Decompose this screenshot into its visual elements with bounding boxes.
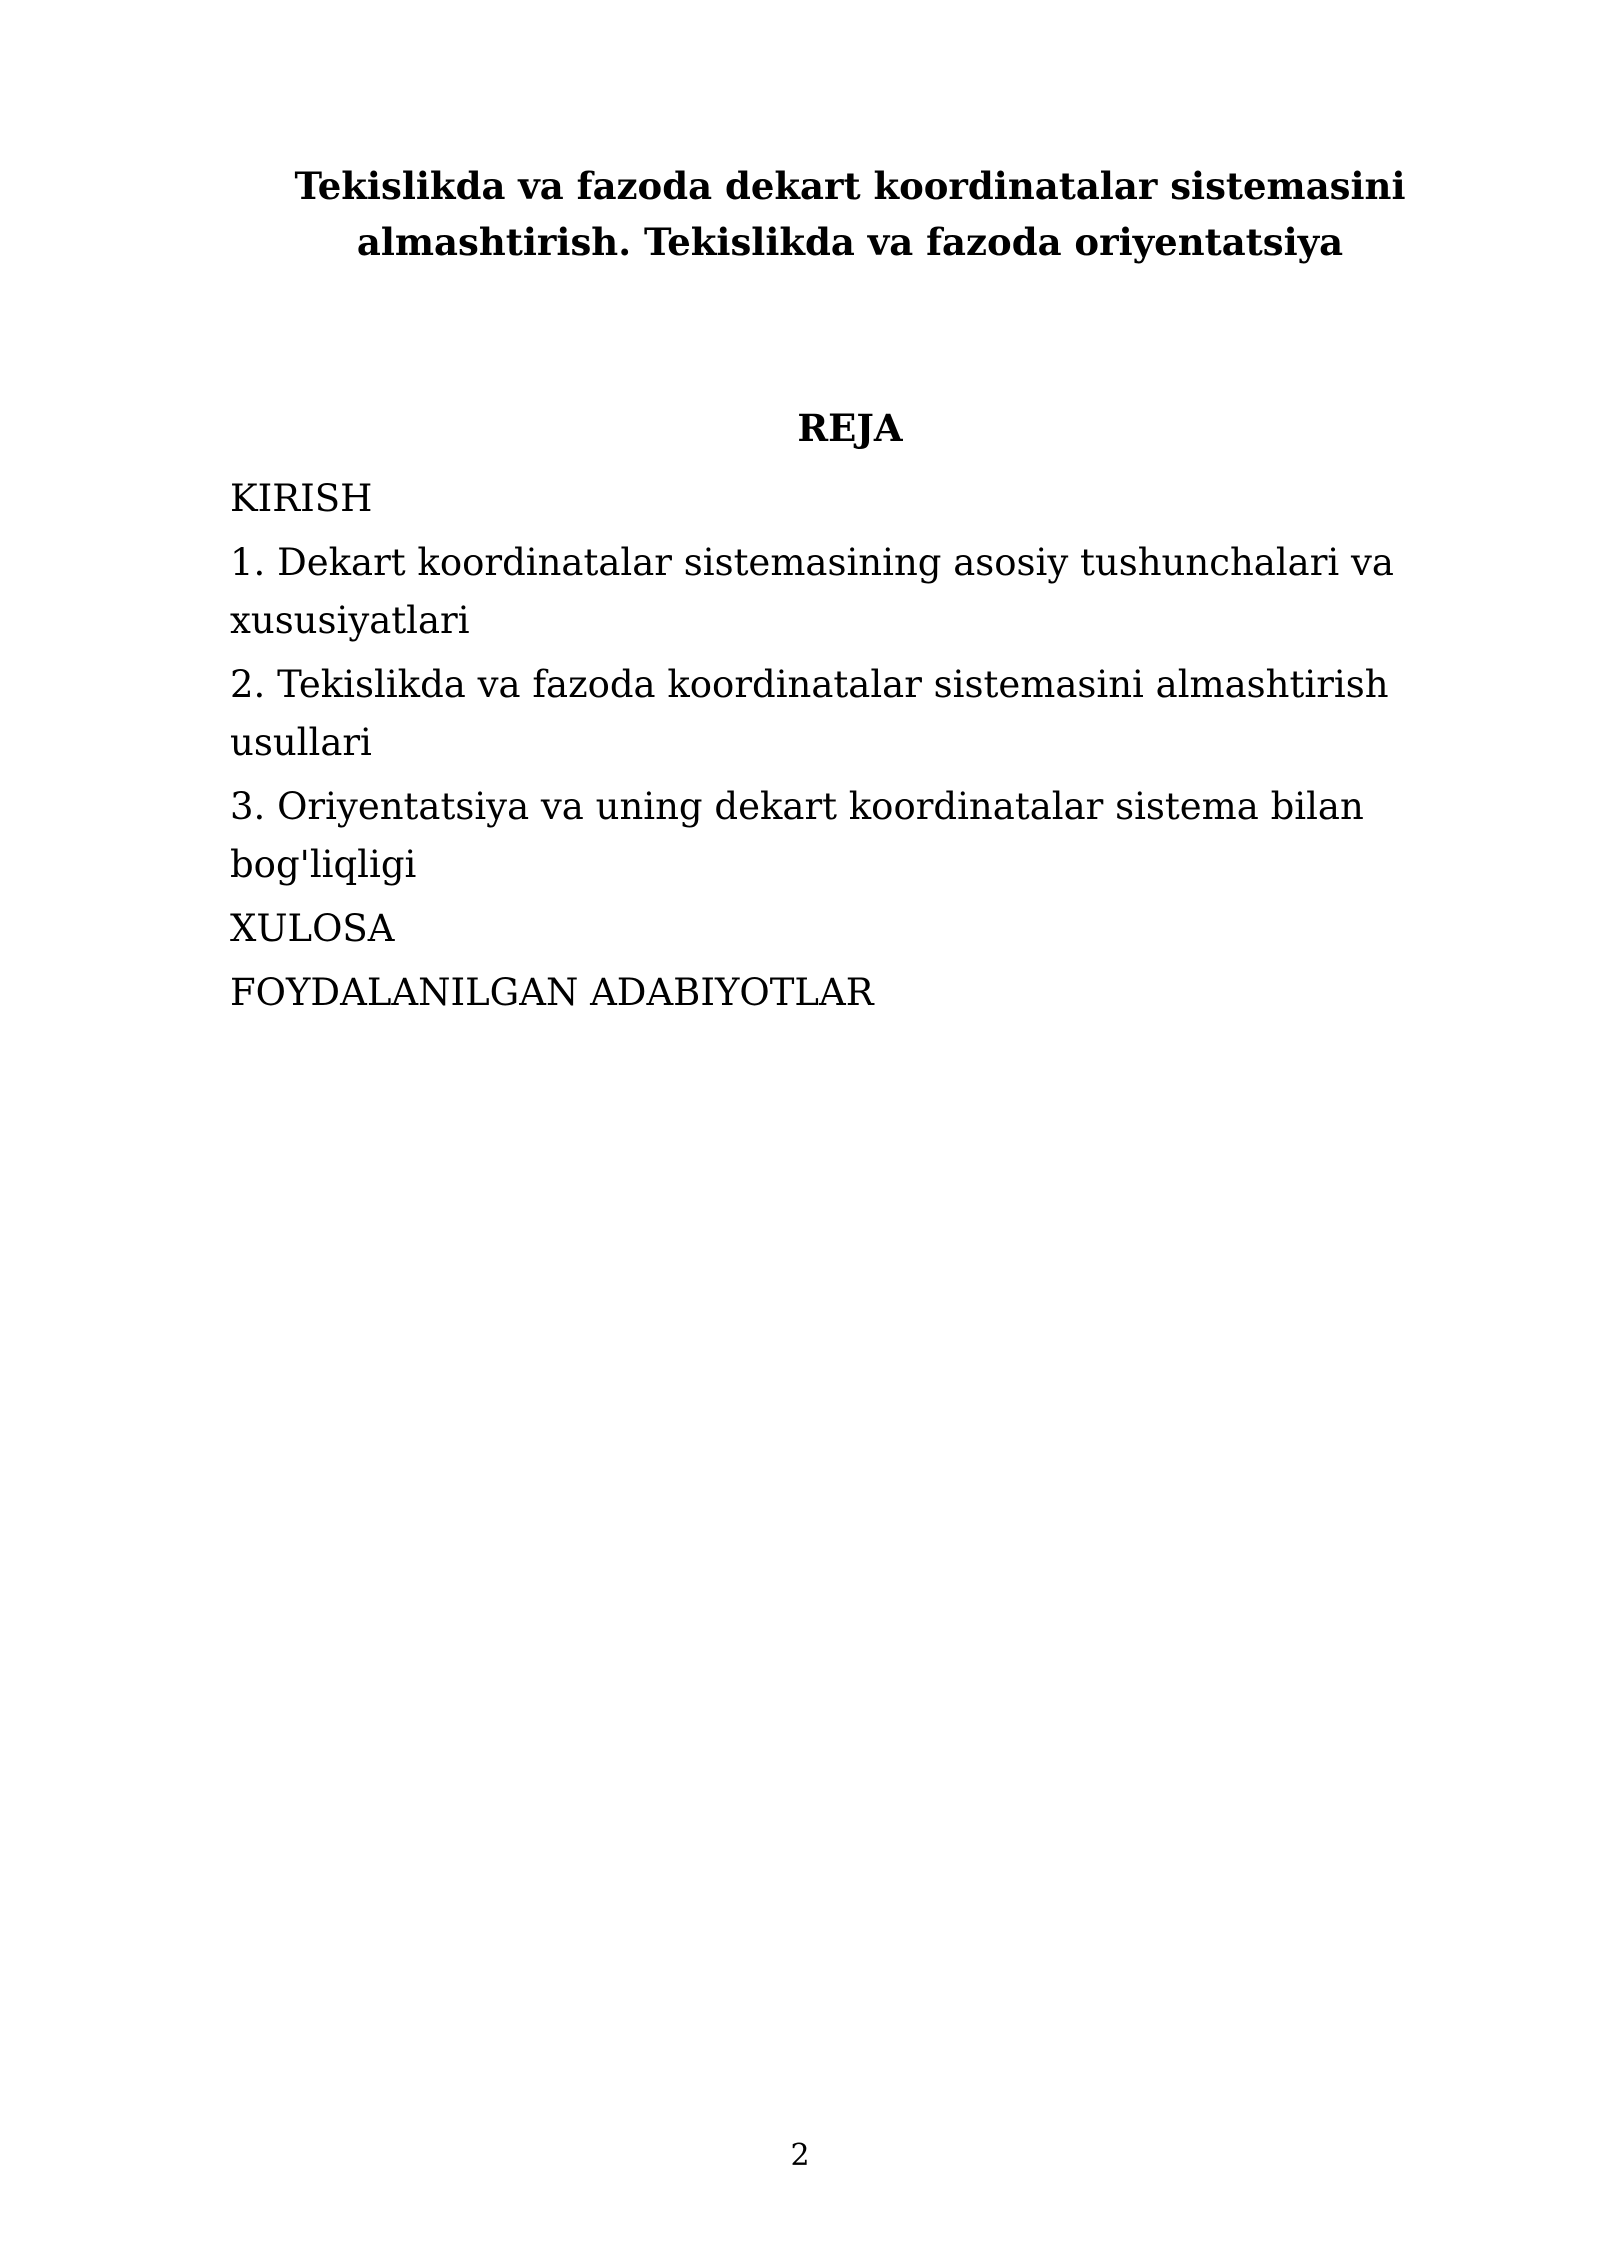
plan-item-1: 1. Dekart koordinatalar sistemasining asosiy tushunchalari va xususiyatlari: [230, 541, 1394, 642]
document-title: [230, 158, 1470, 270]
page-number: 2: [790, 2138, 810, 2173]
plan-item-references: FOYDALANILGAN ADABIYOTLAR: [230, 971, 874, 1014]
plan-item-introduction: KIRISH: [230, 477, 373, 520]
plan-list: [230, 470, 1470, 1028]
title-line: Tekislikda va fazoda dekart koordinatalar sistemasini: [294, 164, 1406, 208]
plan-item-2: 2. Tekislikda va fazoda koordinatalar sistemasini almashtirish usullari: [230, 663, 1389, 764]
plan-item-conclusion: XULOSA: [230, 907, 395, 950]
plan-heading: REJA: [797, 406, 903, 450]
title-line: almashtirish. Tekislikda va fazoda oriyentatsiya: [356, 220, 1344, 264]
plan-item-3: 3. Oriyentatsiya va uning dekart koordinatalar sistema bilan bog'liqligi: [230, 785, 1364, 886]
